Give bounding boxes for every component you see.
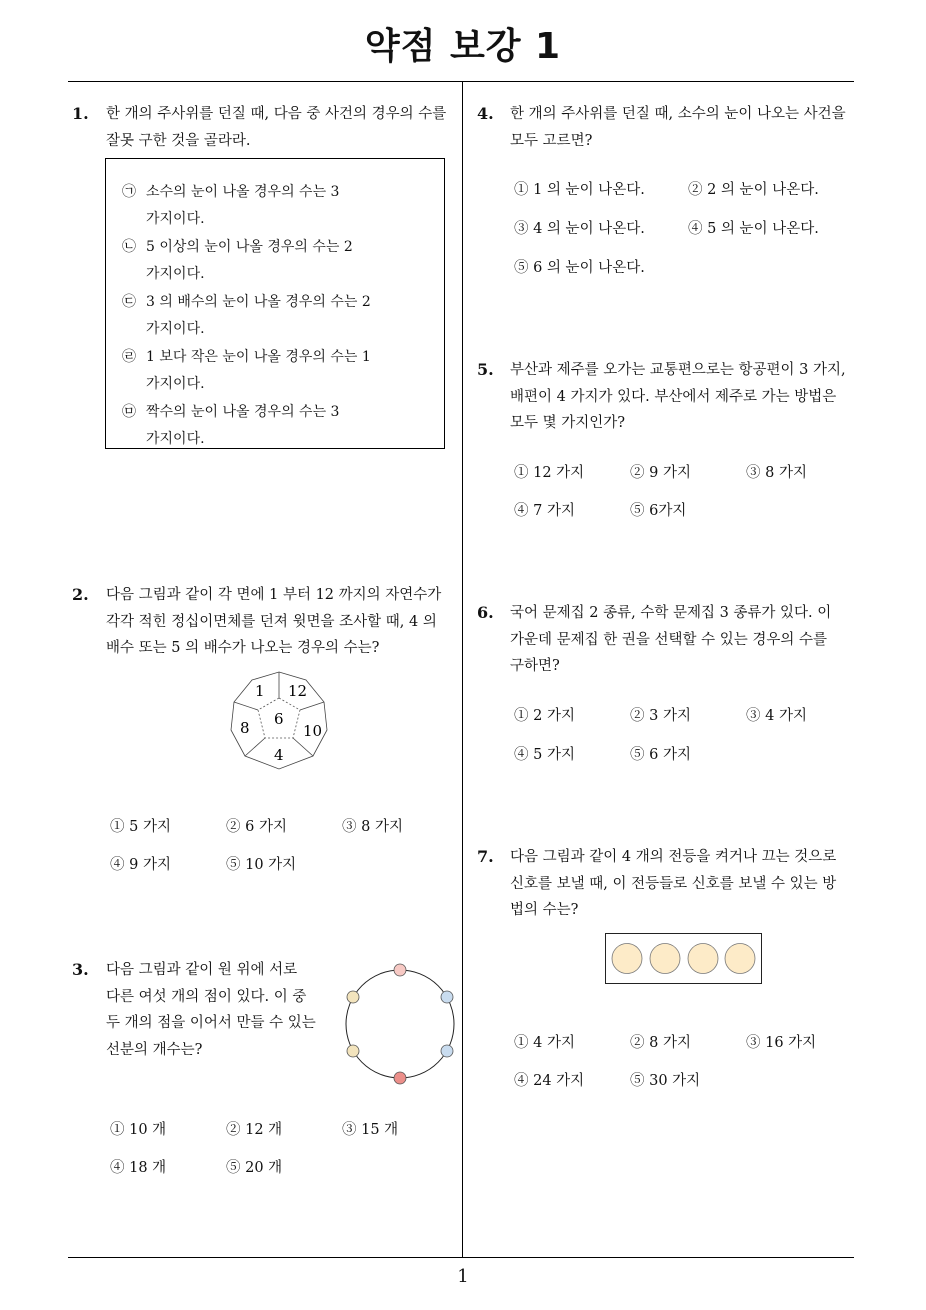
- point-upper-left: [347, 991, 359, 1003]
- statement-marker: ㉣: [122, 349, 136, 365]
- page-title: 약점 보강 1: [364, 26, 562, 67]
- point-upper-right: [441, 991, 453, 1003]
- statement-marker: ㉡: [122, 239, 136, 255]
- point-bottom: [394, 1072, 406, 1084]
- face-label: 10: [303, 722, 323, 740]
- q5-text: [510, 357, 860, 437]
- q7-line: 법의 수는?: [510, 902, 579, 918]
- q7-text: [510, 844, 860, 924]
- q7-option[interactable]: ① 4 가지: [514, 1035, 575, 1051]
- q2-number: 2.: [72, 585, 89, 604]
- statement-line: 3 의 배수의 눈이 나올 경우의 수는 2: [146, 294, 371, 310]
- q6-line: 가운데 문제집 한 권을 선택할 수 있는 경우의 수를: [510, 631, 828, 648]
- q7-option[interactable]: ⑤ 30 가지: [630, 1073, 701, 1089]
- q1-line: 잘못 구한 것을 골라라.: [106, 132, 251, 149]
- q1-statement[interactable]: [122, 179, 339, 233]
- face-label: 12: [288, 682, 308, 700]
- q5-line: 부산과 제주를 오가는 교통편으로는 항공편이 3 가지,: [510, 362, 846, 378]
- bottom-rule: [68, 1257, 854, 1258]
- q1-number: 1.: [72, 104, 89, 123]
- q3-option[interactable]: ③ 15 개: [342, 1122, 399, 1138]
- q5-option[interactable]: ① 12 가지: [514, 465, 585, 481]
- q1-statement[interactable]: [122, 399, 339, 453]
- q5-option[interactable]: ② 9 가지: [630, 465, 691, 481]
- q5-number: 5.: [477, 360, 494, 379]
- q3-line: 선분의 개수는?: [106, 1041, 203, 1058]
- statement-marker: ㉢: [122, 294, 136, 310]
- dodecahedron-figure: [228, 670, 330, 772]
- page-number: 1: [457, 1266, 469, 1287]
- q6-option[interactable]: ② 3 가지: [630, 708, 691, 724]
- q7-option[interactable]: ④ 24 가지: [514, 1073, 585, 1089]
- statement-marker: ㉠: [122, 184, 136, 200]
- lamp: [688, 944, 718, 974]
- q6-text: [510, 600, 860, 680]
- q2-option[interactable]: ④ 9 가지: [110, 857, 171, 873]
- q2-option[interactable]: ② 6 가지: [226, 819, 287, 835]
- statement-line: 소수의 눈이 나올 경우의 수는 3: [146, 184, 340, 200]
- q4-option[interactable]: ④ 5 의 눈이 나온다.: [688, 221, 819, 237]
- q5-line: 모두 몇 가지인가?: [510, 415, 626, 431]
- q6-option[interactable]: ⑤ 6 가지: [630, 747, 691, 763]
- q3-number: 3.: [72, 960, 89, 979]
- q3-option[interactable]: ② 12 개: [226, 1122, 283, 1138]
- statement-line: 5 이상의 눈이 나올 경우의 수는 2: [146, 239, 353, 255]
- q2-line: 배수 또는 5 의 배수가 나오는 경우의 수는?: [106, 640, 380, 656]
- face-label: 8: [240, 719, 250, 737]
- q2-text: [106, 582, 456, 662]
- q2-option[interactable]: ③ 8 가지: [342, 819, 403, 835]
- q5-line: 배편이 4 가지가 있다. 부산에서 제주로 가는 방법은: [510, 388, 837, 405]
- top-rule: [68, 81, 854, 82]
- four-lamps-figure: [605, 933, 763, 985]
- q2-option[interactable]: ① 5 가지: [110, 819, 171, 835]
- q1-statement-box: [105, 158, 445, 449]
- face-label: 6: [274, 710, 284, 728]
- q1-line: 한 개의 주사위를 던질 때, 다음 중 사건의 경우의 수를: [106, 106, 447, 122]
- circle: [346, 970, 454, 1078]
- point-top: [394, 964, 406, 976]
- q6-line: 구하면?: [510, 658, 560, 674]
- lamp: [612, 944, 642, 974]
- face-label: 4: [274, 746, 284, 764]
- q4-option[interactable]: ⑤ 6 의 눈이 나온다.: [514, 260, 645, 276]
- q6-option[interactable]: ① 2 가지: [514, 708, 575, 724]
- edge-line: [293, 738, 313, 756]
- q4-option[interactable]: ① 1 의 눈이 나온다.: [514, 182, 645, 198]
- face-label: 1: [255, 682, 265, 700]
- q7-line: 신호를 보낼 때, 이 전등들로 신호를 보낼 수 있는 방: [510, 875, 837, 892]
- q2-line: 다음 그림과 같이 각 면에 1 부터 12 까지의 자연수가: [106, 587, 442, 603]
- q2-option[interactable]: ⑤ 10 가지: [226, 857, 297, 873]
- q6-option[interactable]: ④ 5 가지: [514, 747, 575, 763]
- statement-line: 짝수의 눈이 나올 경우의 수는 3: [146, 404, 340, 420]
- point-lower-left: [347, 1045, 359, 1057]
- q3-option[interactable]: ④ 18 개: [110, 1160, 167, 1176]
- q1-statement[interactable]: [122, 289, 371, 343]
- q6-number: 6.: [477, 603, 494, 622]
- q4-text: [510, 101, 860, 154]
- statement-marker: ㉤: [122, 404, 136, 420]
- q7-option[interactable]: ③ 16 가지: [746, 1035, 817, 1051]
- statement-line: 가지이다.: [146, 266, 205, 282]
- statement-line: 가지이다.: [146, 376, 205, 392]
- statement-line: 가지이다.: [146, 431, 205, 447]
- q6-option[interactable]: ③ 4 가지: [746, 708, 807, 724]
- circle-six-points-figure: [342, 962, 458, 1086]
- q7-number: 7.: [477, 847, 494, 866]
- q4-line: 한 개의 주사위를 던질 때, 소수의 눈이 나오는 사건을: [510, 106, 846, 122]
- q3-option[interactable]: ① 10 개: [110, 1122, 167, 1138]
- q5-option[interactable]: ③ 8 가지: [746, 465, 807, 481]
- point-lower-right: [441, 1045, 453, 1057]
- q7-option[interactable]: ② 8 가지: [630, 1035, 691, 1051]
- column-divider: [462, 81, 463, 1258]
- lamp: [650, 944, 680, 974]
- edge-line: [234, 702, 258, 710]
- q6-line: 국어 문제집 2 종류, 수학 문제집 3 종류가 있다. 이: [510, 605, 832, 621]
- q3-option[interactable]: ⑤ 20 개: [226, 1160, 283, 1176]
- q7-line: 다음 그림과 같이 4 개의 전등을 켜거나 끄는 것으로: [510, 849, 837, 865]
- q5-option[interactable]: ⑤ 6가지: [630, 503, 687, 519]
- q4-line: 모두 고르면?: [510, 132, 593, 149]
- q2-line: 각각 적힌 정십이면체를 던져 윗면을 조사할 때, 4 의: [106, 613, 437, 630]
- q4-option[interactable]: ③ 4 의 눈이 나온다.: [514, 221, 645, 237]
- q4-option[interactable]: ② 2 의 눈이 나온다.: [688, 182, 819, 198]
- q1-statement[interactable]: [122, 344, 371, 398]
- q3-text: [106, 957, 336, 1063]
- statement-line: 가지이다.: [146, 321, 205, 337]
- q3-line: 다른 여섯 개의 점이 있다. 이 중: [106, 988, 307, 1005]
- q5-option[interactable]: ④ 7 가지: [514, 503, 575, 519]
- q1-statement[interactable]: [122, 234, 353, 288]
- edge-line: [300, 702, 324, 710]
- q1-text: [106, 101, 456, 154]
- edge-line: [245, 738, 265, 756]
- q3-line: 두 개의 점을 이어서 만들 수 있는: [106, 1015, 316, 1031]
- statement-line: 1 보다 작은 눈이 나올 경우의 수는 1: [146, 349, 371, 365]
- statement-line: 가지이다.: [146, 211, 205, 227]
- q4-number: 4.: [477, 104, 494, 123]
- lamp: [725, 944, 755, 974]
- q3-line: 다음 그림과 같이 원 위에 서로: [106, 962, 298, 978]
